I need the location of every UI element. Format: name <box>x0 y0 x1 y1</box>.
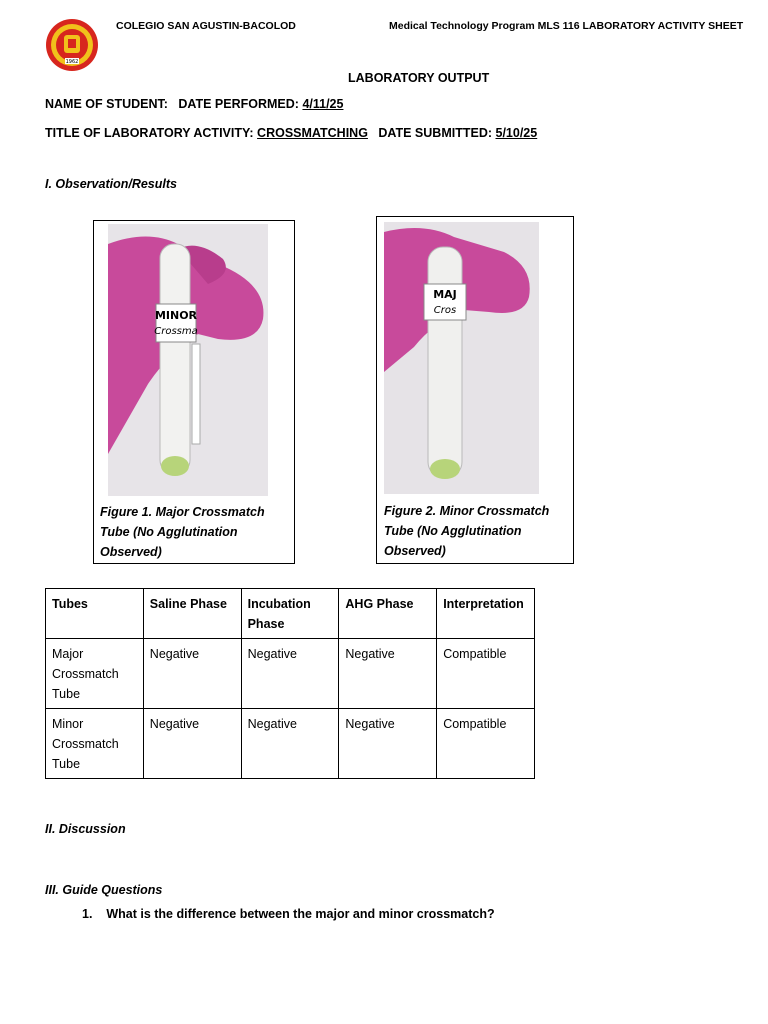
date-submitted-value: 5/10/25 <box>495 126 538 140</box>
header-interpretation: Interpretation <box>437 589 535 639</box>
test-tube-photo-icon <box>384 222 539 494</box>
table-cell: Compatible <box>437 709 535 779</box>
date-performed-value: 4/11/25 <box>302 97 344 111</box>
header-incubation-phase: Incubation Phase <box>241 589 339 639</box>
table-cell: Major Crossmatch Tube <box>46 639 144 709</box>
date-submitted-label: DATE SUBMITTED: <box>378 126 493 140</box>
header-ahg-phase: AHG Phase <box>339 589 437 639</box>
svg-text:Cros: Cros <box>433 305 457 316</box>
table-row <box>46 709 535 779</box>
table-cell: Negative <box>339 639 437 709</box>
table-cell: Negative <box>339 709 437 779</box>
seal-icon <box>45 18 99 72</box>
figure-2-caption: Figure 2. Minor Crossmatch Tube (No Agglutination Observed) <box>384 504 550 558</box>
activity-line <box>45 126 537 140</box>
name-of-student-label: NAME OF STUDENT: <box>45 97 168 111</box>
table-cell: Compatible <box>437 639 535 709</box>
table-header-row <box>46 589 535 639</box>
svg-text:1962: 1962 <box>65 59 79 65</box>
table-cell: Minor Crossmatch Tube <box>46 709 144 779</box>
program-name: Medical Technology Program MLS 116 LABORATORY ACTIVITY SHEET <box>389 20 744 32</box>
figure-1 <box>93 220 295 564</box>
section-guide-questions-heading: III. Guide Questions <box>45 883 163 897</box>
section-observation-heading: I. Observation/Results <box>45 177 177 191</box>
svg-text:MAJ: MAJ <box>433 288 457 301</box>
figure-2 <box>376 216 574 564</box>
institution-name: COLEGIO SAN AGUSTIN-BACOLOD <box>116 20 296 32</box>
activity-title-label: TITLE OF LABORATORY ACTIVITY: <box>45 126 254 140</box>
svg-text:Crossma: Crossma <box>154 326 198 337</box>
test-tube-photo-icon <box>108 224 268 496</box>
question-text: What is the difference between the major and minor crossmatch? <box>106 907 495 921</box>
figure-2-photo <box>384 222 539 494</box>
header-tubes: Tubes <box>46 589 144 639</box>
table-cell: Negative <box>241 709 339 779</box>
header-saline-phase: Saline Phase <box>143 589 241 639</box>
section-discussion-heading: II. Discussion <box>45 822 126 836</box>
question-number: 1. <box>82 907 93 921</box>
school-logo <box>45 18 99 72</box>
student-line <box>45 97 343 111</box>
svg-text:MINOR: MINOR <box>154 309 198 322</box>
table-cell: Negative <box>241 639 339 709</box>
activity-title-value: CROSSMATCHING <box>257 126 368 140</box>
figure-1-photo <box>108 224 268 496</box>
table-row <box>46 639 535 709</box>
figure-1-caption: Figure 1. Major Crossmatch Tube (No Agglutination Observed) <box>100 505 265 559</box>
page-title: LABORATORY OUTPUT <box>348 71 490 85</box>
table-cell: Negative <box>143 709 241 779</box>
results-table <box>45 588 535 779</box>
table-cell: Negative <box>143 639 241 709</box>
guide-question-1 <box>82 907 495 921</box>
date-performed-label: DATE PERFORMED: <box>178 97 299 111</box>
